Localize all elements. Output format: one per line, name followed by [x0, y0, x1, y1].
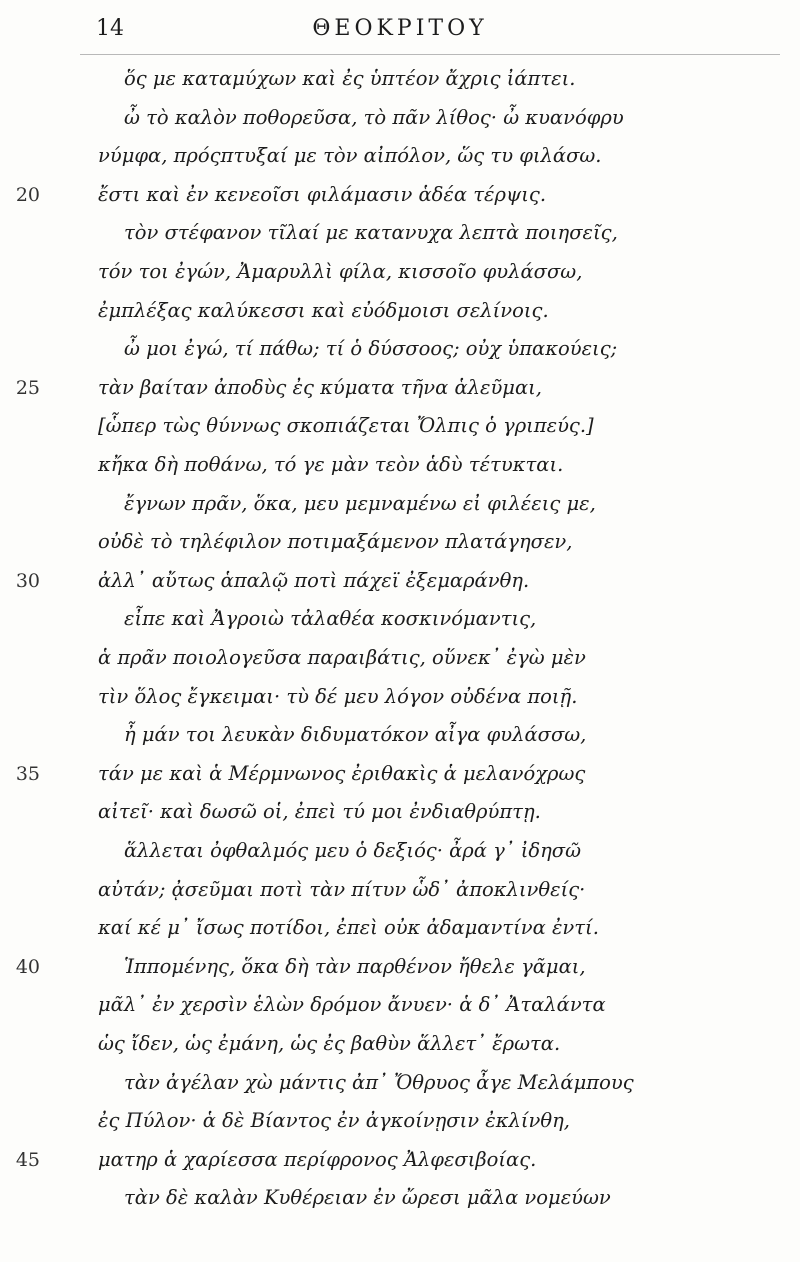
verse-line [0, 836, 800, 866]
verse-line [0, 296, 800, 326]
verse-line [0, 489, 800, 519]
verse-line [0, 1029, 800, 1059]
verse-text: καί κέ μ᾿ ἴσως ποτίδοι, ἐπεὶ οὐκ ἀδαμαντίνα ἐντί. [98, 916, 599, 940]
line-number: 45 [15, 1148, 40, 1171]
verse-text: τὰν ἀγέλαν χὼ μάντις ἀπ᾿ Ὄθρυος ἆγε Μελάμπους [124, 1070, 634, 1094]
verse-line [0, 103, 800, 133]
verse-text: τὰν βαίταν ἀποδὺς ἐς κύματα τῆνα ἁλεῦμαι, [98, 375, 542, 399]
verse-text: ἐμπλέξας καλύκεσσι καὶ εὐόδμοισι σελίνοις. [98, 298, 549, 322]
verse-line [0, 797, 800, 827]
verse-line [0, 180, 800, 210]
verse-line [0, 720, 800, 750]
verse-text: ἔγνων πρᾶν, ὅκα, μευ μεμναμένω εἰ φιλέεις με, [124, 491, 596, 515]
verse-line [0, 450, 800, 480]
verse-line [0, 218, 800, 248]
verse-text: ἁ πρᾶν ποιολογεῦσα παραιβάτις, οὕνεκ᾿ ἐγὼ μὲν [98, 646, 586, 669]
verse-line [0, 952, 800, 982]
verse-line [0, 373, 800, 403]
verse-text: ἐς Πύλον· ἁ δὲ Βίαντος ἐν ἀγκοίνῃσιν ἐκλίνθη, [98, 1109, 570, 1133]
verse-line [0, 334, 800, 364]
verse-line [0, 1145, 800, 1175]
verse-text: κἤκα δὴ ποθάνω, τό γε μὰν τεὸν ἁδὺ τέτυκται. [98, 453, 564, 476]
verse-text: ὦ τὸ καλὸν ποθορεῦσα, τὸ πᾶν λίθος· ὦ κυανόφρυ [124, 105, 624, 129]
verse-text: ὦ μοι ἐγώ, τί πάθω; τί ὁ δύσσοος; οὐχ ὑπακούεις; [124, 337, 618, 361]
verse-text: αἰτεῖ· καὶ δωσῶ οἱ, ἐπεὶ τύ μοι ἐνδιαθρύπτῃ. [98, 800, 541, 824]
verse-line [0, 527, 800, 557]
line-number: 20 [15, 183, 40, 206]
running-head: ΘΕΟΚΡΙΤΟΥ [312, 16, 488, 41]
verse-line [0, 411, 800, 441]
line-number: 25 [15, 376, 40, 399]
verse-text: οὐδὲ τὸ τηλέφιλον ποτιμαξάμενον πλατάγησεν, [98, 530, 573, 554]
verse-text: τὸν στέφανον τῖλαί με κατανυχα λεπτὰ ποιησεῖς, [124, 221, 618, 245]
verse-text: ματηρ ἁ χαρίεσσα περίφρονος Ἀλφεσιβοίας. [98, 1147, 537, 1171]
verse-line [0, 913, 800, 943]
line-number: 30 [15, 569, 40, 592]
verse-text: ὡς ἴδεν, ὡς ἐμάνη, ὡς ἐς βαθὺν ἅλλετ᾿ ἔρωτα. [98, 1032, 561, 1055]
line-number: 40 [15, 955, 40, 978]
verse-line [0, 64, 800, 94]
verse-text: τόν τοι ἐγών, Ἀμαρυλλὶ φίλα, κισσοῖο φυλάσσω, [98, 260, 583, 283]
verse-line [0, 682, 800, 712]
verse-line [0, 1106, 800, 1136]
verse-line [0, 875, 800, 905]
verse-text: Ἱππομένης, ὅκα δὴ τὰν παρθένον ἤθελε γᾶμαι, [124, 954, 586, 978]
page-header [0, 10, 800, 50]
verse-line [0, 990, 800, 1020]
verse-text: μᾶλ᾿ ἐν χερσὶν ἑλὼν δρόμον ἄνυεν· ἁ δ᾿ Ἀταλάντα [98, 993, 606, 1017]
verse-line [0, 604, 800, 634]
verse-line [0, 141, 800, 171]
verse-text: ὅς με καταμύχων καὶ ἐς ὑπτέον ἄχρις ἰάπτει. [124, 67, 576, 90]
verse-line [0, 566, 800, 596]
page-number: 14 [96, 16, 124, 41]
line-number: 35 [15, 762, 40, 785]
verse-line [0, 1183, 800, 1213]
verse-line [0, 643, 800, 673]
verse-text: ἦ μάν τοι λευκὰν διδυματόκον αἶγα φυλάσσω, [124, 723, 587, 747]
verse-text: [ὧπερ τὼς θύννως σκοπιάζεται Ὄλπις ὁ γριπεύς.] [98, 414, 594, 438]
verse-text: ἅλλεται ὀφθαλμός μευ ὁ δεξιός· ἆρά γ᾿ ἰδησῶ [124, 839, 582, 862]
verse-line [0, 257, 800, 287]
verse-text: τάν με καὶ ἁ Μέρμνωνος ἐριθακὶς ἁ μελανόχρως [98, 761, 586, 785]
verse-text: τὶν ὅλος ἔγκειμαι· τὺ δέ μευ λόγον οὐδένα ποιῇ. [98, 684, 578, 708]
verse-text: εἶπε καὶ Ἀγροιὼ τἀλαθέα κοσκινόμαντις, [124, 607, 537, 631]
verse-text: ἔστι καὶ ἐν κενεοῖσι φιλάμασιν ἁδέα τέρψις. [98, 182, 547, 206]
header-rule [80, 54, 780, 55]
verse-text: νύμφα, πρόςπτυξαί με τὸν αἰπόλον, ὥς τυ φιλάσω. [98, 144, 602, 168]
verse-text: αὐτάν; ᾀσεῦμαι ποτὶ τὰν πίτυν ὧδ᾿ ἀποκλινθείς· [98, 877, 586, 901]
verse-text: τὰν δὲ καλὰν Κυθέρειαν ἐν ὤρεσι μᾶλα νομεύων [124, 1186, 611, 1210]
verse-text: ἀλλ᾿ αὔτως ἁπαλῷ ποτὶ πάχεϊ ἐξεμαράνθη. [98, 568, 530, 592]
verse-line [0, 759, 800, 789]
verse-line [0, 1068, 800, 1098]
